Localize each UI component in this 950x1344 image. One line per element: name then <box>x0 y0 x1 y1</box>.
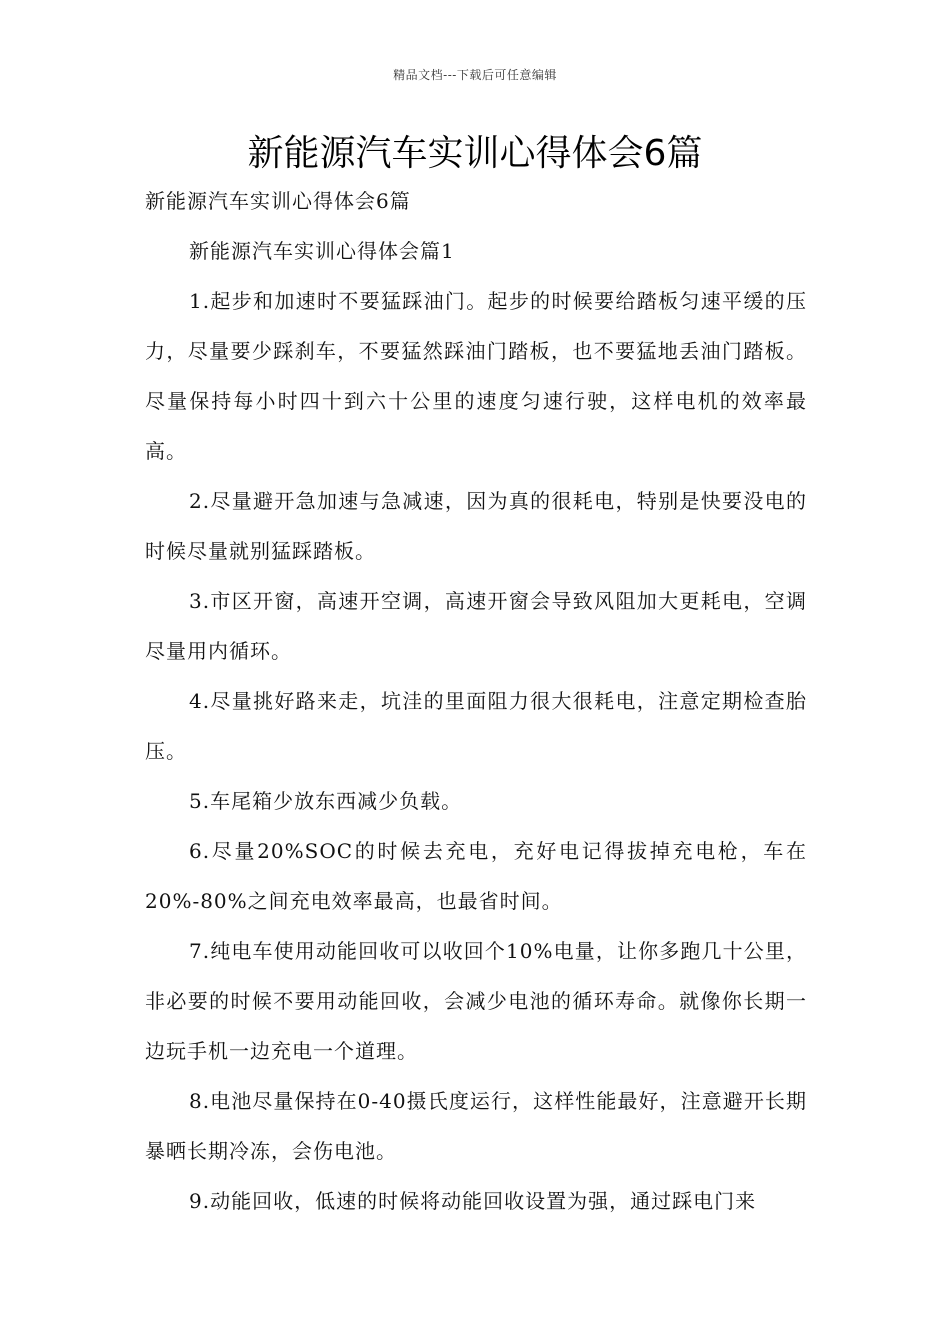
header-note: 精品文档---下载后可任意编辑 <box>393 68 557 82</box>
paragraph-7: 7.纯电车使用动能回收可以收回个10%电量，让你多跑几十公里，非必要的时候不要用动能回收，会减少电池的循环寿命。就像你长期一边玩手机一边充电一个道理。 <box>145 939 807 1063</box>
document-subtitle: 新能源汽车实训心得体会6篇 <box>145 189 411 213</box>
paragraph-1: 1.起步和加速时不要猛踩油门。起步的时候要给踏板匀速平缓的压力，尽量要少踩刹车，不要猛然踩油门踏板，也不要猛地丢油门踏板。尽量保持每小时四十到六十公里的速度匀速行驶，这样电机的效率最高。 <box>145 289 807 463</box>
section-heading: 新能源汽车实训心得体会篇1 <box>189 239 455 263</box>
document-title: 新能源汽车实训心得体会6篇 <box>247 133 703 174</box>
paragraph-5: 5.车尾箱少放东西减少负载。 <box>189 789 463 813</box>
paragraph-9: 9.动能回收，低速的时候将动能回收设置为强，通过踩电门来 <box>189 1189 757 1213</box>
paragraph-2: 2.尽量避开急加速与急减速，因为真的很耗电，特别是快要没电的时候尽量就别猛踩踏板。 <box>145 489 807 563</box>
document-body <box>145 176 807 1226</box>
paragraph-3: 3.市区开窗，高速开空调，高速开窗会导致风阻加大更耗电，空调尽量用内循环。 <box>145 589 807 663</box>
paragraph-6: 6.尽量20%SOC的时候去充电，充好电记得拔掉充电枪，车在20%-80%之间充电效率最高，也最省时间。 <box>145 839 807 913</box>
paragraph-8: 8.电池尽量保持在0-40摄氏度运行，这样性能最好，注意避开长期暴晒长期冷冻，会伤电池。 <box>145 1089 807 1163</box>
paragraph-4: 4.尽量挑好路来走，坑洼的里面阻力很大很耗电，注意定期检查胎压。 <box>145 689 807 763</box>
